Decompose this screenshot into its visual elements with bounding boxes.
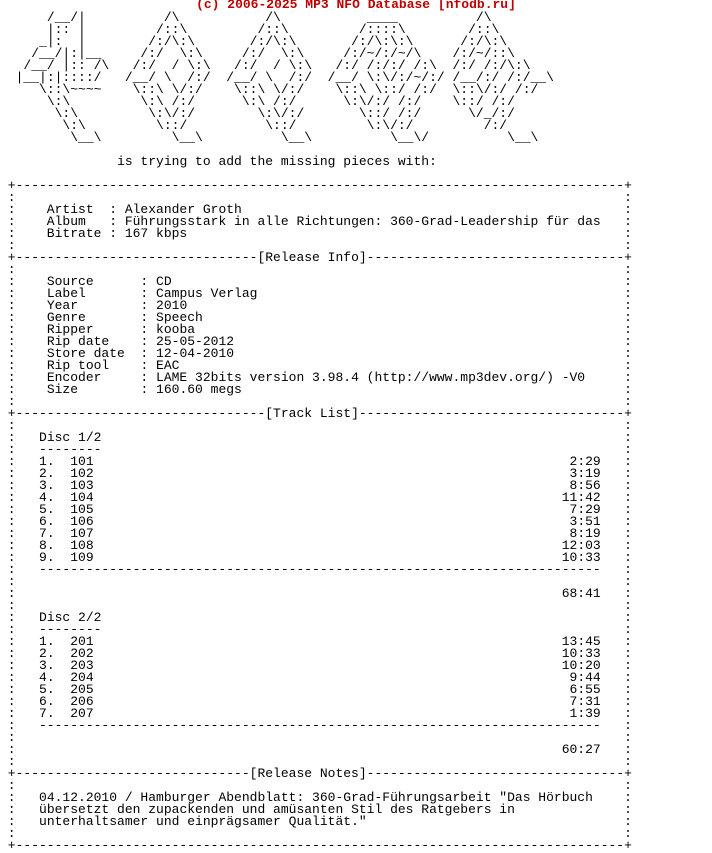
track-number: 4. (39, 490, 55, 505)
release-info-title: [Release Info] (257, 250, 367, 265)
track-number: 1. (39, 634, 55, 649)
info-label: Label (46, 286, 86, 301)
track-number: 4. (39, 670, 55, 685)
logo-line: /__/| /\ /\ ____ /\ (7, 10, 492, 25)
track-duration: 9:44 (569, 670, 601, 685)
track-number: 5. (39, 502, 55, 517)
track-number: 2. (39, 466, 55, 481)
info-label: Ripper (46, 322, 94, 337)
track-title: 104 (70, 490, 94, 505)
track-title: 203 (70, 658, 94, 673)
release-notes-title: [Release Notes] (249, 766, 367, 781)
bitrate-value: 167 kbps (124, 226, 188, 241)
track-number: 9. (39, 550, 55, 565)
track-duration: 10:33 (561, 550, 601, 565)
intro-text: is trying to add the missing pieces with: (117, 154, 437, 169)
track-number: 5. (39, 682, 55, 697)
album-value: Führungsstark in alle Richtungen: 360-Grad-Leadership für das (124, 214, 601, 229)
track-number: 3. (39, 658, 55, 673)
info-value: 12-04-2010 (156, 346, 235, 361)
logo-line: \:\ \:\/:/ \:\/:/ \::/ /:/ \/_/:/ (7, 106, 515, 121)
track-duration: 8:19 (569, 526, 601, 541)
info-label: Source (46, 274, 94, 289)
track-number: 7. (39, 526, 55, 541)
copyright-header: (c) 2006-2025 MP3 NFO Database [nfodb.ru] (196, 0, 516, 12)
info-value: EAC (156, 358, 180, 373)
logo-line: \:\ \:\ /:/ \:\ /:/ \:\/:/ /:/ \::/ /:/ (7, 94, 515, 109)
track-number: 1. (39, 454, 55, 469)
track-title: 206 (70, 694, 94, 709)
disc-total: 60:27 (561, 742, 601, 757)
track-number: 7. (39, 706, 55, 721)
track-duration: 6:55 (569, 682, 601, 697)
release-note-line: übersetzt den zupackenden und amüsanten Stil des Ratgebers in (39, 802, 515, 817)
info-value: kooba (156, 322, 196, 337)
disc-title: Disc 2/2 (39, 610, 102, 625)
info-value: 25-05-2012 (156, 334, 235, 349)
disc-title: Disc 1/2 (39, 430, 102, 445)
logo-line: _|: | /:/\:\ /:/\:\ /:/\:\:\ /:/\:\ (7, 34, 508, 49)
track-title: 202 (70, 646, 94, 661)
track-title: 108 (70, 538, 94, 553)
track-title: 106 (70, 514, 94, 529)
info-label: Rip tool (46, 358, 110, 373)
release-note-line: unterhaltsamer und einprägsamer Qualität." (39, 814, 367, 829)
info-value: 160.60 megs (156, 382, 242, 397)
nfo-document: /__/| /\ /\ ____ /\ |:: | /::\ /::\ /::::\ /::\ _|: | /:/\:\ /:/\:\ /:/\:\:\ /:/\:\ /__/|:|__ /:/ \:\ /:/ \:\ /:/~/:/~/\ /:/~/::\ /__/ |:: /\ /:/ / \:\ /:/ / \:\ /:/ /:/:/ /:\ /:/ /:/\:\ |__|:|::::/ /__/ \ /:/ /__/ \ /:/ /__/ \:\/:/~/:/ /__/:/ /:/__\ \::\~~~~ \::\ \/:/ \::\ \/:/ \::\ \::/ /:/ \::\/:/ /:/ \:\ \:\ /:/ \:\ /:/ \:\/:/ /:/ \::/ /:/ \:\ \:\/:/ \:\/:/ \::/ /:/ \/_/:/ \:\ \::/ \::/ \:\/:/ /:/ \__\ \__\ \__\ \__\/ \__\ is trying to add the missing pieces with: +------------------------------------------------------------------------------+ : : : Artist : Alexander Groth : : Album : Führungsstark in alle Richtungen: 360-Grad-Leadership für das : : Bitrate : 167 kbps : : : +-------------------------------[Release Info]---------------------------------+ : : : Source : CD : : Label : Campus Verlag : : Year : 2010 : : Genre : Speech : : Ripper : kooba : : Rip date : 25-05-2012 : : Store date : 12-04-2010 : : Rip tool : EAC : : Encoder : LAME 32bits version 3.98.4 (http://www.mp3dev.org/) -V0 : : Size : 160.60 megs : : : +--------------------------------[Track List]----------------------------------+ : : : Disc 1/2 : : -------- : : 1. 101 2:29 : : 2. 102 3:19 : : 3. 103 8:56 : : 4. 104 11:42 : : 5. 105 7:29 : : 6. 106 3:51 : : 7. 107 8:19 : : 8. 108 12:03 : : 9. 109 10:33 : : ------------------------------------------------------------------------ : : : : 68:41 : : : : Disc 2/2 : : -------- : : 1. 201 13:45 : : 2. 202 10:33 : : 3. 203 10:20 : : 4. 204 9:44 : : 5. 205 6:55 : : 6. 206 7:31 : : 7. 207 1:39 : : ------------------------------------------------------------------------ : : : : 60:27 : : : +------------------------------[Release Notes]---------------------------------+ : : : 04.12.2010 / Hamburger Abendblatt: 360-Grad-Führungsarbeit "Das Hörbuch : : übersetzt den zupackenden und amüsanten Stil des Ratgebers in : : unterhaltsamer und einprägsamer Qualität." : : : +------------------------------------------------------------------------------+ (0, 10, 632, 853)
logo-line: |__|:|::::/ /__/ \ /:/ /__/ \ /:/ /__/ \:\/:/~/:/ /__/:/ /:/__\ (7, 70, 554, 85)
track-duration: 7:29 (569, 502, 601, 517)
info-value: 2010 (156, 298, 188, 313)
track-duration: 3:19 (569, 466, 601, 481)
info-label: Size (46, 382, 79, 397)
info-value: Speech (156, 310, 203, 325)
track-duration: 11:42 (561, 490, 601, 505)
track-title: 101 (70, 454, 94, 469)
track-title: 103 (70, 478, 94, 493)
track-title: 107 (70, 526, 94, 541)
track-duration: 7:31 (569, 694, 601, 709)
track-duration: 8:56 (569, 478, 601, 493)
info-value: LAME 32bits version 3.98.4 (http://www.mp3dev.org/) -V0 (156, 370, 586, 385)
track-title: 204 (70, 670, 94, 685)
track-number: 8. (39, 538, 55, 553)
track-duration: 10:20 (561, 658, 601, 673)
info-label: Genre (46, 310, 86, 325)
info-label: Store date (46, 346, 125, 361)
track-number: 6. (39, 694, 55, 709)
track-duration: 1:39 (569, 706, 601, 721)
info-value: CD (156, 274, 172, 289)
track-number: 6. (39, 514, 55, 529)
logo-line: \__\ \__\ \__\ \__\/ \__\ (7, 130, 539, 145)
track-title: 205 (70, 682, 94, 697)
track-duration: 3:51 (569, 514, 601, 529)
info-label: Encoder (46, 370, 102, 385)
track-number: 3. (39, 478, 55, 493)
logo-line: /__/|:|__ /:/ \:\ /:/ \:\ /:/~/:/~/\ /:/~/::\ (7, 46, 515, 61)
track-duration: 2:29 (569, 454, 601, 469)
logo-line: \::\~~~~ \::\ \/:/ \::\ \/:/ \::\ \::/ /:/ \::\/:/ /:/ (7, 82, 539, 97)
track-duration: 12:03 (561, 538, 601, 553)
track-title: 207 (70, 706, 94, 721)
track-title: 201 (70, 634, 94, 649)
release-note-line: 04.12.2010 / Hamburger Abendblatt: 360-Grad-Führungsarbeit "Das Hörbuch (39, 790, 593, 805)
track-list-title: [Track List] (265, 406, 359, 421)
track-number: 2. (39, 646, 55, 661)
track-title: 105 (70, 502, 94, 517)
track-title: 102 (70, 466, 94, 481)
logo-line: \:\ \::/ \::/ \:\/:/ /:/ (7, 118, 508, 133)
logo-line: |:: | /::\ /::\ /::::\ /::\ (7, 22, 500, 37)
disc-total: 68:41 (561, 586, 601, 601)
artist-value: Alexander Groth (124, 202, 242, 217)
info-label: Year (46, 298, 79, 313)
track-duration: 10:33 (561, 646, 601, 661)
info-label: Rip date (46, 334, 110, 349)
track-duration: 13:45 (561, 634, 601, 649)
track-title: 109 (70, 550, 94, 565)
info-value: Campus Verlag (156, 286, 258, 301)
logo-line: /__/ |:: /\ /:/ / \:\ /:/ / \:\ /:/ /:/:/ /:\ /:/ /:/\:\ (7, 58, 531, 73)
